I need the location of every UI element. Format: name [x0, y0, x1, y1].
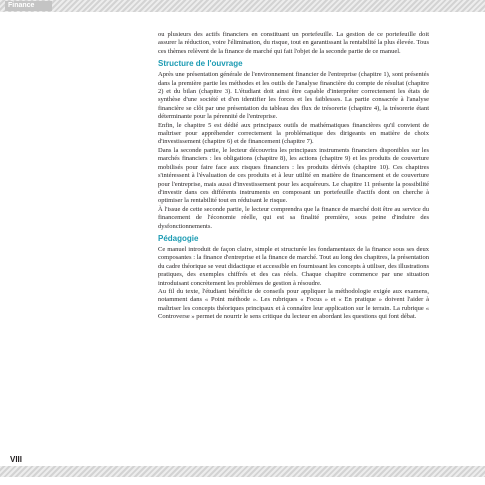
intro-paragraph: ou plusieurs des actifs financiers en constituant un portefeuille. La gestion de ce portefeuille doit assurer la réduction, voire l'élimination, du risque, tout en garantissant la rentabilité la plus élevée. Tous ces thèmes relèvent de la finance de marché qui fait l'objet de la seconde partie de ce manuel.: [158, 31, 429, 55]
page-number: VIII: [10, 455, 23, 464]
structure-paragraph-2: Enfin, le chapitre 5 est dédié aux principaux outils de mathématiques financières qu'il convient de maîtriser pour appréhender correctement la problématique des dirigeants en matière de choix d'investissement (chapitre 6) et de financement (chapitre 7).: [158, 121, 429, 146]
pedagogie-paragraph-2: Au fil du texte, l'étudiant bénéficie de conseils pour appliquer la méthodologie exigée aux examens, notamment dans « Point méthode ». Les rubriques « Focus » et « En pratique » doivent l'aider à maîtriser les concepts théoriques principaux et à connaître leur application sur le terrain. La rubrique « Controverse » permet de nourrir le sens critique du lecteur en abordant les questions qui font débat.: [158, 287, 429, 321]
section-label: Finance: [5, 1, 52, 11]
structure-heading: Structure de l'ouvrage: [158, 59, 243, 69]
page-body: [158, 31, 429, 322]
structure-paragraph-1: Après une présentation générale de l'environnement financier de l'entreprise (chapitre 1), sont présentés dans la première partie les méthodes et les outils de l'analyse financière du compte de résultat (chapitre 2) et du bilan (chapitre 3). L'étudiant doit ainsi être capable d'interpréter correctement les états de synthèse d'une société et d'en identifier les forces et les faiblesses. La partie consacrée à l'analyse financière se clôt par une présentation du tableau des flux de trésorerie (chapitre 4), la trésorerie étant déterminante pour la pérennité de l'entreprise.: [158, 71, 429, 121]
footer-band: [0, 466, 485, 477]
pedagogie-heading: Pédagogie: [158, 233, 199, 243]
structure-paragraph-3: Dans la seconde partie, le lecteur découvrira les principaux instruments financiers disponibles sur les marchés financiers : les obligations (chapitre 8), les actions (chapitre 9) et les produits de couverture mobilisés pour faire face aux risques financiers : les produits dérivés (chapitre 10). Ces chapitres s'intéressent à l'évaluation de ces produits et à leur utilité en matière de financement et de couverture pour l'entreprise, mais aussi d'investissement pour les acquéreurs. Le chapitre 11 présente la possibilité d'investir dans ces différents instruments en composant un portefeuille d'actifs dont on cherche à optimiser la rentabilité tout en réduisant le risque.: [158, 146, 429, 205]
structure-paragraph-4: À l'issue de cette seconde partie, le lecteur comprendra que la finance de marché doit être au service du financement de l'économie réelle, qui est sa finalité première, sous peine d'induire des dysfonctionnements.: [158, 205, 429, 230]
header-band: [0, 0, 485, 12]
pedagogie-paragraph-1: Ce manuel introduit de façon claire, simple et structurée les fondamentaux de la finance sous ses deux composantes : la finance d'entreprise et la finance de marché. Tout au long des chapitres, la présentation du cadre théorique se veut didactique et accessible en fournissant les concepts à utiliser, des illustrations pratiques, des exemples chiffrés et des cas réels. Chaque chapitre commence par une situation introduisant concrètement les problèmes de gestion à résoudre.: [158, 245, 429, 287]
